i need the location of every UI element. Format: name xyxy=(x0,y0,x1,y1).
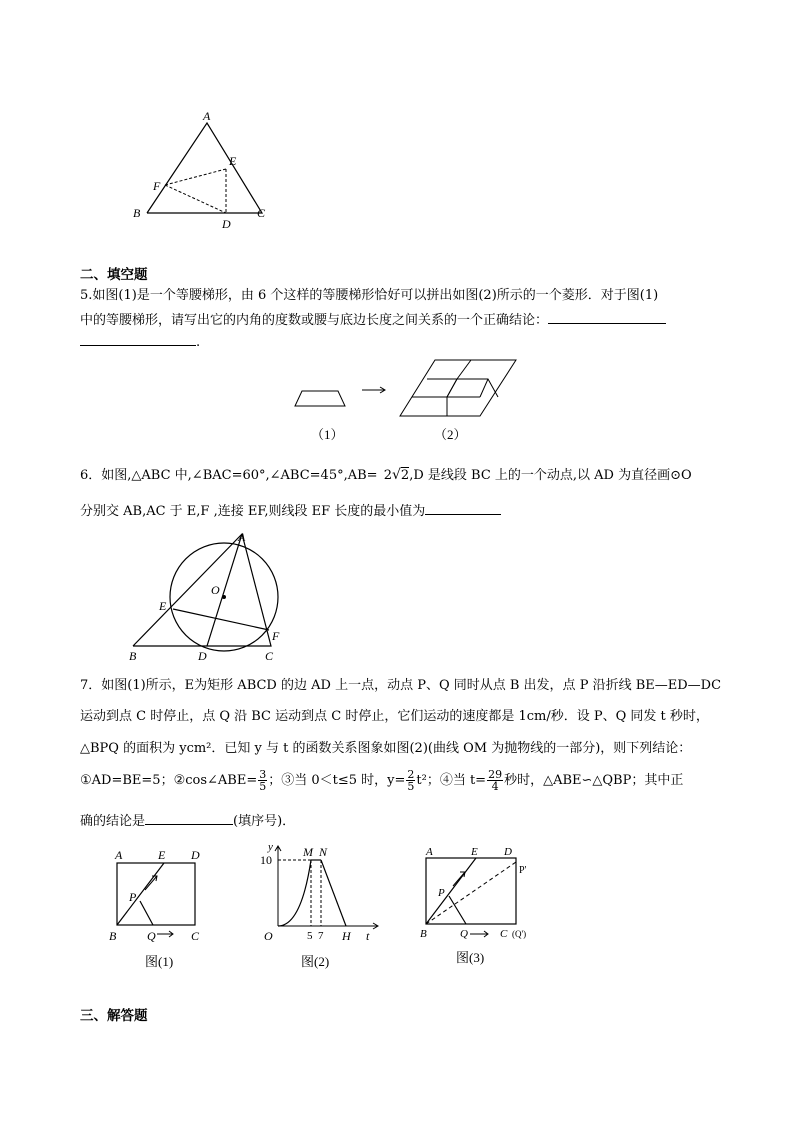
q7-figure-1 xyxy=(105,846,215,946)
svg-text:y: y xyxy=(268,841,273,853)
label-a: A xyxy=(203,109,211,123)
triangle-figure xyxy=(125,105,275,230)
svg-text:10: 10 xyxy=(260,853,272,867)
svg-text:H: H xyxy=(342,929,351,943)
q5-figure xyxy=(290,358,520,420)
svg-text:A: A xyxy=(426,846,433,858)
segment-fd xyxy=(165,185,226,213)
svg-text:A: A xyxy=(238,530,246,544)
svg-text:P: P xyxy=(438,887,445,899)
svg-text:D: D xyxy=(504,846,512,858)
svg-text:D: D xyxy=(191,848,200,862)
trapezoid-figure1 xyxy=(295,391,345,406)
q6-circle-figure xyxy=(125,526,295,666)
svg-text:5: 5 xyxy=(307,930,313,942)
q7-fig3-caption: 图(3) xyxy=(456,950,485,965)
rhombus-inner-2 xyxy=(427,379,480,397)
svg-text:O: O xyxy=(264,929,273,943)
q5-caption-2: （2） xyxy=(434,427,467,442)
q5-line2: 中的等腰梯形，请写出它的内角的度数或腰与底边长度之间关系的一个正确结论： xyxy=(80,309,666,330)
triangle-abc-q6 xyxy=(133,534,271,646)
q7-answer-blank[interactable] xyxy=(145,810,233,825)
label-c: C xyxy=(257,206,266,220)
sqrt-expression: 2√2 xyxy=(383,467,410,483)
label-f: F xyxy=(153,179,161,193)
triangle-abc xyxy=(147,123,262,213)
q5-caption-1: （1） xyxy=(311,427,344,442)
svg-text:M: M xyxy=(303,845,313,859)
svg-text:7: 7 xyxy=(318,930,324,942)
center-dot xyxy=(222,595,226,599)
svg-text:t: t xyxy=(366,929,370,943)
svg-text:P': P' xyxy=(519,865,527,876)
svg-text:C: C xyxy=(265,649,274,663)
svg-text:E: E xyxy=(159,599,167,613)
q6-line1: 6．如图,△ABC 中,∠BAC=60°,∠ABC=45°,AB= 2√2,D 是线段 BC 上的一个动点,以 AD 为直径画⊙O xyxy=(80,467,692,483)
rhombus-figure2 xyxy=(400,360,516,416)
q6-answer-blank[interactable] xyxy=(425,500,501,515)
svg-text:E: E xyxy=(158,848,166,862)
segment-ef xyxy=(173,609,269,630)
label-e: E xyxy=(229,154,237,168)
svg-text:P: P xyxy=(129,890,137,904)
q5-answer-blank-2[interactable] xyxy=(80,331,196,346)
label-d: D xyxy=(222,217,231,230)
svg-text:O: O xyxy=(211,583,220,597)
section-answer-title: 三、解答题 xyxy=(80,1008,148,1024)
svg-text:N: N xyxy=(319,845,328,859)
svg-text:B: B xyxy=(420,928,427,940)
frac-29-4: $\frac{29}{4}$ xyxy=(488,768,503,793)
section-fill-in-title: 二、填空题 xyxy=(80,267,148,283)
q6-line2: 分别交 AB,AC 于 E,F ,连接 EF,则线段 EF 长度的最小值为 xyxy=(80,500,501,521)
q7-line1: 7．如图(1)所示，E为矩形 ABCD 的边 AD 上一点，动点 P、Q 同时从点 B 出发，点 P 沿折线 BE—ED—DC xyxy=(80,678,722,693)
q7-line5: 确的结论是 (填序号)． xyxy=(80,810,295,831)
q7-fig1-caption: 图(1) xyxy=(145,954,174,969)
svg-text:E: E xyxy=(471,846,478,858)
q7-figure-2 xyxy=(256,838,386,946)
svg-text:A: A xyxy=(115,848,123,862)
svg-text:B: B xyxy=(129,649,137,663)
svg-text:C: C xyxy=(500,928,508,940)
svg-text:(Q'): (Q') xyxy=(512,929,527,939)
svg-text:D: D xyxy=(198,649,207,663)
frac-2-5: $\frac{2}{5}$ xyxy=(407,768,415,793)
q7-figure-3 xyxy=(412,840,542,944)
q7-fig2-caption: 图(2) xyxy=(301,954,330,969)
svg-text:F: F xyxy=(272,629,280,643)
q7-line3: △BPQ 的面积为 ycm²．已知 y 与 t 的函数关系图象如图(2)(曲线 OM 为抛物线的一部分)，则下列结论： xyxy=(80,741,692,756)
q7-line2: 运动到点 C 时停止，点 Q 沿 BC 运动到点 C 时停止，它们运动的速度都是 1cm/秒．设 P、Q 同发 t 秒时， xyxy=(80,709,709,724)
q5-line1: 5.如图(1)是一个等腰梯形，由 6 个这样的等腰梯形恰好可以拼出如图(2)所示的一个菱形．对于图(1) xyxy=(80,288,659,303)
q5-answer-blank-1[interactable] xyxy=(548,309,666,324)
svg-text:Q: Q xyxy=(147,929,156,943)
svg-text:C: C xyxy=(191,929,200,943)
svg-text:B: B xyxy=(109,929,117,943)
frac-3-5: $\frac{3}{5}$ xyxy=(259,768,267,793)
svg-text:Q: Q xyxy=(460,928,468,940)
q7-line4: ①AD=BE=5；②cos∠ABE= $\frac{3}{5}$ ；③当 0＜t≤5 时，y= $\frac{2}{5}$ t²；④当 t= $\frac{29}{4}$ 秒时，△ABE∽△QBP；其中正 xyxy=(80,768,684,793)
label-b: B xyxy=(133,206,141,220)
q5-line3: . xyxy=(80,331,200,352)
